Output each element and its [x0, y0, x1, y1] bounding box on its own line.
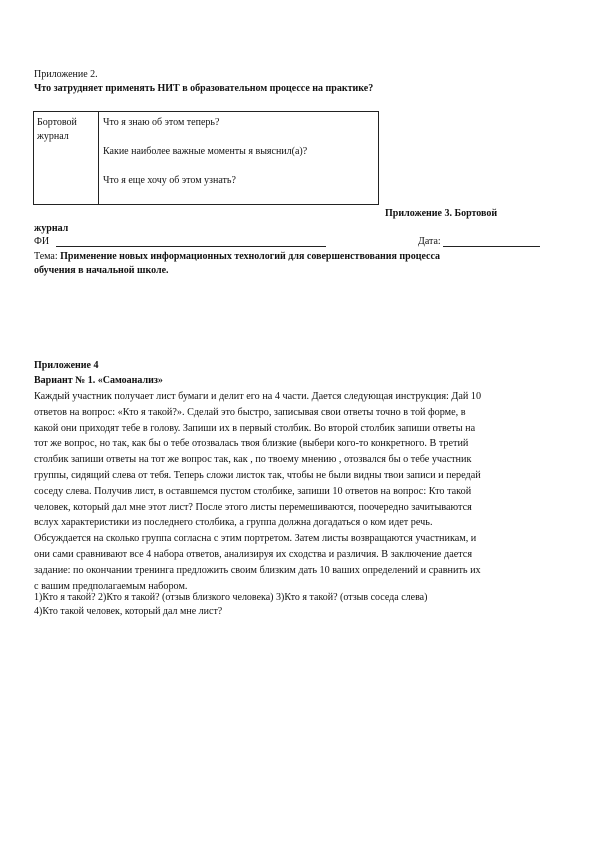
question-list-line-1: 1)Кто я такой? 2)Кто я такой? (отзыв близкого человека) 3)Кто я такой? (отзыв соседа слева): [34, 592, 428, 603]
paragraph-line: какой они приходят тебе в голову. Запиши их в первый столбик. Во второй столбик запиши ответы на: [34, 422, 476, 434]
appendix-2-question: Что затрудняет применять НИТ в образовательном процессе на практике?: [34, 83, 374, 94]
paragraph-line: группы, сидящий слева от тебя. Теперь сложи листок так, чтобы не были видны твои записи и передай: [34, 469, 481, 481]
topic-title: Применение новых информационных технологий для совершенствования процесса: [57, 251, 441, 262]
paragraph-line: Каждый участник получает лист бумаги и делит его на 4 части. Дается следующая инструкция: Дай 10: [34, 391, 482, 402]
date-label: Дата:: [418, 236, 441, 247]
topic-prefix: Тема:: [34, 251, 58, 262]
journal-table: [33, 111, 379, 205]
appendix-3-label-cont: журнал: [34, 223, 69, 234]
paragraph-line: тот же вопрос, но так, как бы о тебе отозвалась твоя близкие (выбери кого-то конкретного. В третий: [34, 438, 469, 450]
date-input-line: [443, 246, 540, 247]
table-column-divider: [98, 112, 99, 204]
paragraph-line: столбик запиши ответы на тот же вопрос так, как , по твоему мнению , отозвался бы о тебе участник: [34, 454, 472, 466]
table-question-2: Какие наиболее важные моменты я выяснил(а)?: [103, 146, 308, 157]
paragraph-line: ответов на вопрос: «Кто я такой?». Сделай это быстро, записывая свои ответы точно в той форме, в: [34, 406, 466, 418]
topic-line-1-text: [34, 251, 440, 262]
paragraph-line: они сами сравнивают все 4 набора ответов, анализируя их сходства и различия. В заключение дается: [34, 548, 473, 560]
paragraph-line: с вашим предполагаемым набором.: [34, 580, 188, 592]
variant-title: Вариант № 1. «Самоанализ»: [34, 375, 163, 386]
paragraph-line: соседу слева. Получив лист, в оставшемся пустом столбике, запиши 10 ответов на вопрос: Кто такой: [34, 485, 472, 497]
topic-line-1: [34, 251, 440, 263]
table-question-1: Что я знаю об этом теперь?: [103, 117, 220, 128]
question-list-line-2: 4)Кто такой человек, который дал мне лист?: [34, 606, 223, 617]
fio-input-line: [56, 246, 326, 247]
paragraph-line: вслух характеристики из последнего столбика, а группа должна догадаться о ком идет речь.: [34, 517, 433, 529]
table-left-cell-line2: журнал: [37, 131, 69, 142]
paragraph-line: человек, который дал мне этот лист? После этого листы перемешиваются, поочередно зачитываются: [34, 501, 472, 513]
appendix-3-label: Приложение 3. Бортовой: [385, 208, 498, 219]
appendix-2-label: Приложение 2.: [34, 69, 98, 80]
topic-line-2: обучения в начальной школе.: [34, 265, 169, 276]
appendix-4-label: Приложение 4: [34, 360, 99, 371]
fio-label: ФИ: [34, 236, 50, 247]
paragraph-line: Обсуждается на сколько группа согласна с этим портретом. Затем листы возвращаются участникам, и: [34, 533, 477, 545]
instructions-paragraph: [34, 389, 564, 594]
table-question-3: Что я еще хочу об этом узнать?: [103, 175, 236, 186]
table-left-cell-line1: Бортовой: [37, 117, 77, 128]
paragraph-line: задание: по окончании тренинга предложить своим близким дать 10 ваших определений и сравнить их: [34, 564, 481, 576]
